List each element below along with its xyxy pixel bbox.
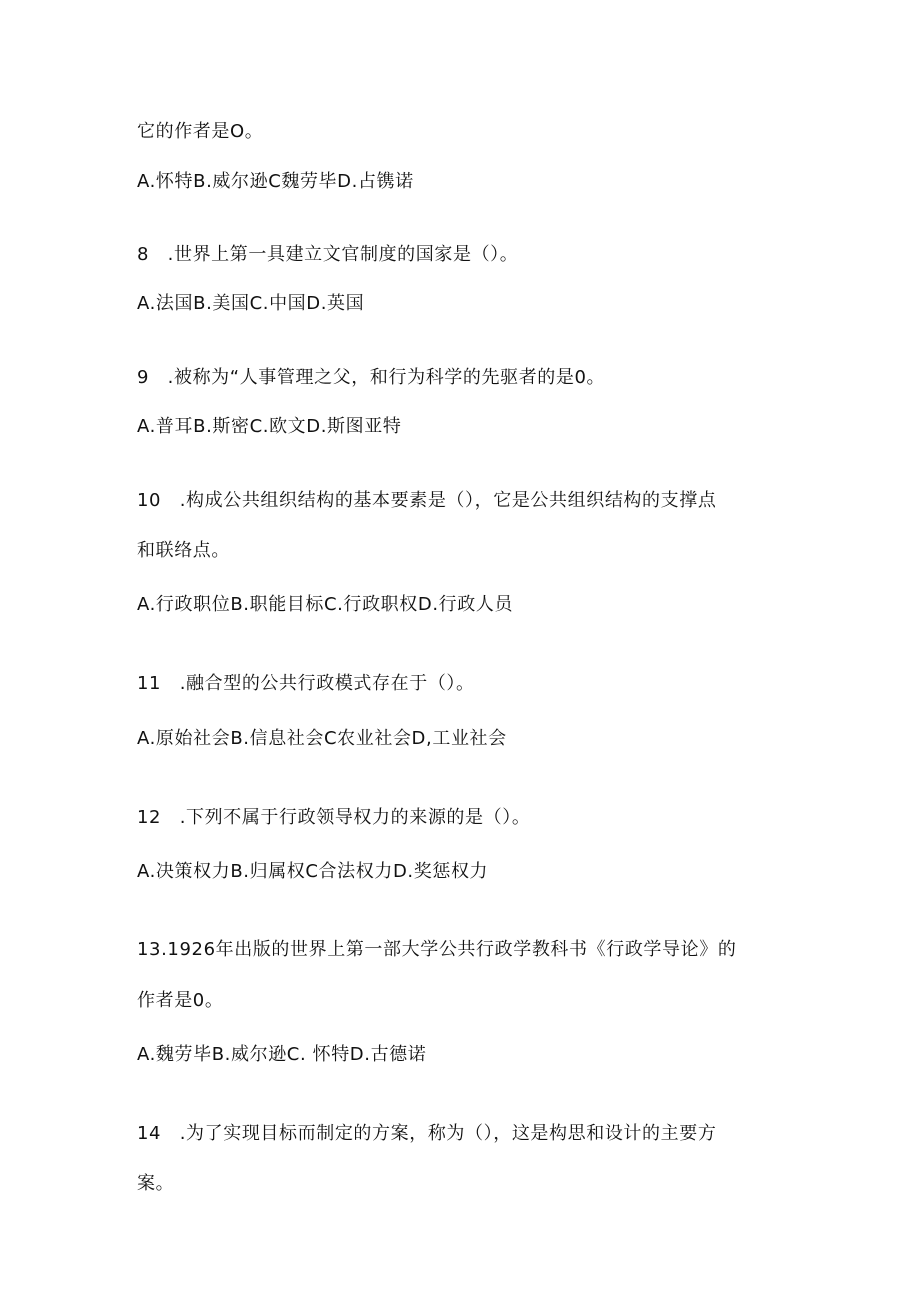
question-10-stem: 10 .构成公共组织结构的基本要素是（），它是公共组织结构的支撑点 (137, 490, 717, 511)
question-10-options: A.行政职位B.职能目标C.行政职权D.行政人员 (137, 594, 514, 615)
question-13-stem-continuation: 作者是0。 (137, 990, 224, 1011)
question-14-stem: 14 .为了实现目标而制定的方案，称为（），这是构思和设计的主要方 (137, 1123, 717, 1144)
question-14-stem-continuation: 案。 (137, 1173, 175, 1194)
question-9-stem: 9 .被称为“人事管理之父，和行为科学的先驱者的是0。 (137, 367, 606, 388)
question-13-stem: 13.1926年出版的世界上第一部大学公共行政学教科书《行政学导论》的 (137, 939, 737, 960)
question-11-options: A.原始社会B.信息社会C农业社会D,工业社会 (137, 728, 507, 749)
question-13-options: A.魏劳毕B.威尔逊C. 怀特D.古德诺 (137, 1044, 427, 1065)
question-7-stem-continuation: 它的作者是O。 (137, 121, 264, 142)
question-9-options: A.普耳B.斯密C.欧文D.斯图亚特 (137, 416, 402, 437)
question-8-options: A.法国B.美国C.中国D.英国 (137, 293, 365, 314)
question-11-stem: 11 .融合型的公共行政模式存在于（）。 (137, 673, 475, 694)
question-7-options: A.怀特B.威尔逊C魏劳毕D.占镌诺 (137, 171, 414, 192)
question-10-stem-continuation: 和联络点。 (137, 540, 230, 561)
question-8-stem: 8 .世界上第一具建立文官制度的国家是（）。 (137, 244, 519, 265)
question-12-stem: 12 .下列不属于行政领导权力的来源的是（）。 (137, 807, 531, 828)
question-12-options: A.决策权力B.归属权C合法权力D.奖惩权力 (137, 861, 489, 882)
